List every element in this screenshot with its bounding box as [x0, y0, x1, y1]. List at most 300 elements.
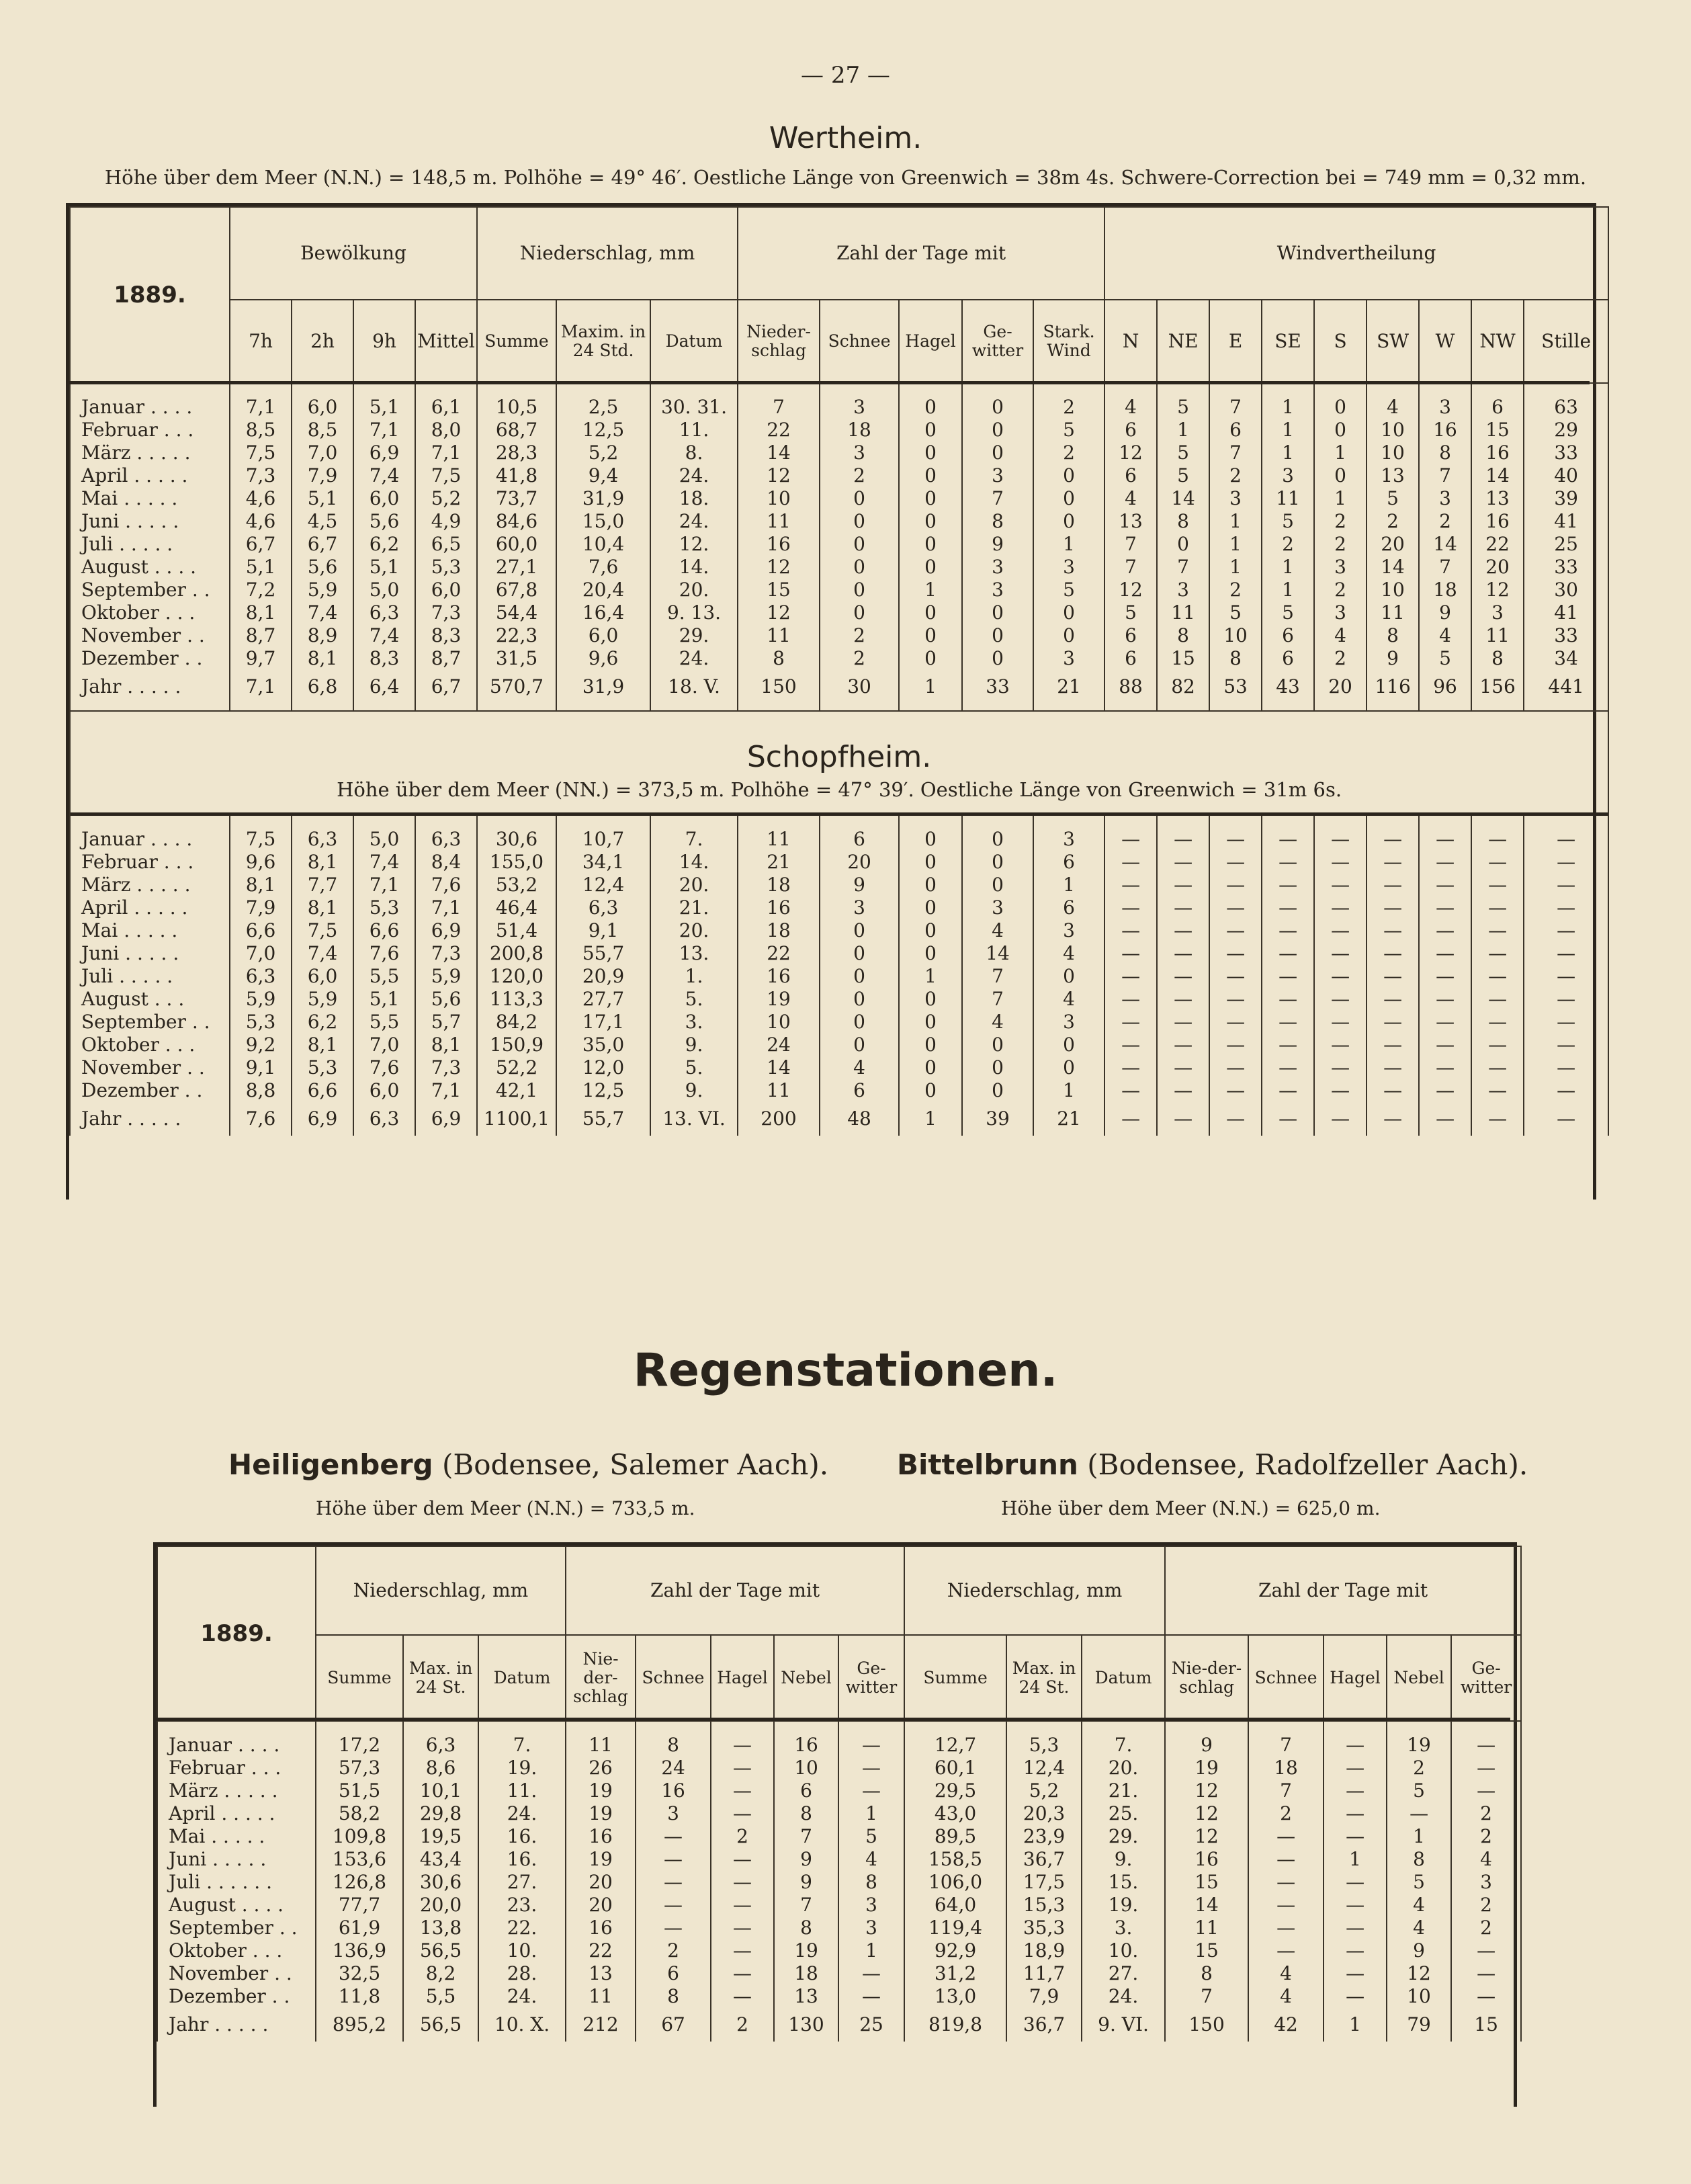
data-cell: — — [1104, 942, 1157, 965]
wertheim-row — [70, 487, 1608, 510]
data-cell: 6,5 — [415, 533, 477, 556]
data-cell: 2 — [1262, 533, 1314, 556]
data-cell: 7 — [1209, 442, 1262, 464]
data-cell: 2 — [1209, 464, 1262, 487]
spacer-cell — [157, 1721, 316, 1734]
data-cell: — — [1157, 851, 1209, 874]
data-cell: 9. VI. — [1082, 2008, 1165, 2042]
data-cell: — — [1419, 1056, 1471, 1079]
data-cell: — — [636, 1825, 711, 1848]
data-cell: 7,0 — [292, 442, 353, 464]
spacer-cell — [774, 1721, 838, 1734]
wertheim-year: 1889. — [70, 207, 230, 383]
data-cell: 13. — [650, 942, 738, 965]
data-cell: 0 — [899, 942, 962, 965]
data-cell: 0 — [899, 419, 962, 442]
data-cell: 60,1 — [904, 1757, 1006, 1779]
data-cell: 200 — [738, 1102, 820, 1136]
wertheim-title: Wertheim. — [769, 121, 922, 155]
data-cell: 19 — [1387, 1734, 1451, 1757]
data-cell: 13 — [774, 1985, 838, 2008]
data-cell: 10,5 — [477, 396, 556, 419]
data-cell: 10 — [738, 487, 820, 510]
wertheim-col-header: 9h — [353, 300, 415, 383]
regen-row — [157, 1894, 1521, 1917]
data-cell: — — [1367, 1102, 1419, 1136]
data-cell: 15 — [1165, 1939, 1248, 1962]
data-cell: 0 — [1033, 487, 1104, 510]
data-cell: — — [1524, 828, 1608, 851]
data-cell: — — [1209, 851, 1262, 874]
wertheim-col-header: Mittel — [415, 300, 477, 383]
data-cell: 7,1 — [415, 1079, 477, 1102]
data-cell: 43 — [1262, 670, 1314, 704]
data-cell: — — [1419, 1011, 1471, 1034]
data-cell: 0 — [820, 510, 899, 533]
data-cell: 9,6 — [230, 851, 292, 874]
wertheim-row — [70, 647, 1608, 670]
wertheim-col-header: Ge-witter — [962, 300, 1033, 383]
data-cell: 0 — [899, 647, 962, 670]
data-cell: 25 — [1524, 533, 1608, 556]
data-cell: 0 — [899, 510, 962, 533]
data-cell: 10 — [1387, 1985, 1451, 2008]
data-cell: 16. — [478, 1825, 566, 1848]
data-cell: 63 — [1524, 396, 1608, 419]
data-cell: 14 — [738, 1056, 820, 1079]
spacer-cell — [70, 816, 230, 828]
data-cell: — — [1157, 942, 1209, 965]
data-cell: 6,0 — [292, 396, 353, 419]
data-cell: 0 — [1314, 419, 1367, 442]
data-cell: 8,7 — [415, 647, 477, 670]
data-cell: — — [1324, 1962, 1387, 1985]
heiligenberg-heading — [228, 1448, 828, 1481]
data-cell: 12,4 — [556, 874, 650, 896]
spacer-cell — [1471, 816, 1524, 828]
data-cell: — — [1157, 874, 1209, 896]
data-cell: 0 — [899, 1056, 962, 1079]
data-cell: 3. — [650, 1011, 738, 1034]
data-cell: 25 — [838, 2008, 904, 2042]
data-cell: 5,3 — [353, 896, 415, 919]
data-cell: — — [711, 1848, 774, 1871]
data-cell: 1 — [899, 670, 962, 704]
data-cell: 1 — [1387, 1825, 1451, 1848]
month-label: September . . — [157, 1917, 316, 1939]
data-cell: 9,1 — [230, 1056, 292, 1079]
month-label: August . . . . — [157, 1894, 316, 1917]
data-cell: — — [1314, 828, 1367, 851]
data-cell: 6,8 — [292, 670, 353, 704]
data-cell: 7,9 — [1006, 1985, 1082, 2008]
data-cell: 1 — [1314, 487, 1367, 510]
data-cell: — — [636, 1848, 711, 1871]
data-cell: 14 — [1471, 464, 1524, 487]
data-cell: — — [1314, 874, 1367, 896]
data-cell: 12,4 — [1006, 1757, 1082, 1779]
data-cell: 24. — [650, 464, 738, 487]
data-cell: 6 — [820, 828, 899, 851]
data-cell: 7,0 — [230, 942, 292, 965]
data-cell: 0 — [1033, 1034, 1104, 1056]
data-cell: 158,5 — [904, 1848, 1006, 1871]
data-cell: 8 — [838, 1871, 904, 1894]
data-cell: — — [1157, 1056, 1209, 1079]
data-cell: 8 — [738, 647, 820, 670]
data-cell: 4,6 — [230, 510, 292, 533]
data-cell: 12 — [1165, 1802, 1248, 1825]
data-cell: 8,1 — [292, 647, 353, 670]
month-label: Juni . . . . . — [70, 510, 230, 533]
wertheim-col-header: Summe — [477, 300, 556, 383]
data-cell: — — [1367, 896, 1419, 919]
data-cell: 5,6 — [292, 556, 353, 579]
spacer-cell — [650, 704, 738, 711]
data-cell: 15,3 — [1006, 1894, 1082, 1917]
data-cell: 6 — [1104, 624, 1157, 647]
data-cell: — — [1209, 942, 1262, 965]
data-cell: — — [1419, 851, 1471, 874]
data-cell: 26 — [566, 1757, 636, 1779]
data-cell: 7 — [774, 1894, 838, 1917]
data-cell: 0 — [962, 1056, 1033, 1079]
regen-group-2: Niederschlag, mm — [904, 1546, 1165, 1635]
data-cell: 9,4 — [556, 464, 650, 487]
data-cell: 5,5 — [353, 1011, 415, 1034]
data-cell: — — [1104, 828, 1157, 851]
data-cell: 7,4 — [353, 851, 415, 874]
data-cell: 8 — [774, 1917, 838, 1939]
data-cell: 8,3 — [353, 647, 415, 670]
month-label: Juli . . . . . — [70, 965, 230, 988]
spacer-cell — [1006, 1721, 1082, 1734]
regen-table — [157, 1546, 1522, 2042]
data-cell: 200,8 — [477, 942, 556, 965]
wertheim-row — [70, 556, 1608, 579]
data-cell: 0 — [820, 601, 899, 624]
data-cell: 10 — [1367, 419, 1419, 442]
month-label: Januar . . . . — [70, 396, 230, 419]
schopfheim-row — [70, 1034, 1608, 1056]
data-cell: 5,9 — [292, 579, 353, 601]
data-cell: 9 — [820, 874, 899, 896]
data-cell: 3 — [1314, 556, 1367, 579]
data-cell: 40 — [1524, 464, 1608, 487]
spacer-cell — [838, 1721, 904, 1734]
data-cell: 39 — [962, 1102, 1033, 1136]
data-cell: 11 — [1367, 601, 1419, 624]
data-cell: 5 — [1157, 396, 1209, 419]
data-cell: 11 — [738, 510, 820, 533]
data-cell: 56,5 — [403, 1939, 478, 1962]
spacer-cell — [738, 816, 820, 828]
data-cell: 25. — [1082, 1802, 1165, 1825]
data-cell: 24. — [650, 510, 738, 533]
month-label: Jahr . . . . . — [70, 670, 230, 704]
data-cell: 3 — [1033, 647, 1104, 670]
data-cell: 0 — [962, 396, 1033, 419]
data-cell: 16 — [738, 965, 820, 988]
spacer-cell — [292, 383, 353, 396]
data-cell: 12 — [1104, 579, 1157, 601]
data-cell: 14. — [650, 556, 738, 579]
data-cell: 3 — [1419, 487, 1471, 510]
data-cell: 16 — [636, 1779, 711, 1802]
data-cell: 4 — [1033, 942, 1104, 965]
data-cell: 16 — [566, 1917, 636, 1939]
data-cell: — — [711, 1894, 774, 1917]
data-cell: 7 — [1248, 1779, 1324, 1802]
data-cell: 6,2 — [292, 1011, 353, 1034]
data-cell: 58,2 — [316, 1802, 403, 1825]
data-cell: — — [1262, 851, 1314, 874]
data-cell: 67,8 — [477, 579, 556, 601]
data-cell: 1 — [1262, 556, 1314, 579]
data-cell: 3. — [1082, 1917, 1165, 1939]
data-cell: 18,9 — [1006, 1939, 1082, 1962]
spacer-cell — [899, 383, 962, 396]
wertheim-col-header: Hagel — [899, 300, 962, 383]
data-cell: 5 — [1033, 579, 1104, 601]
schopfheim-row — [70, 965, 1608, 988]
data-cell: 73,7 — [477, 487, 556, 510]
data-cell: 42,1 — [477, 1079, 556, 1102]
data-cell: 16 — [738, 896, 820, 919]
data-cell: — — [1209, 1056, 1262, 1079]
data-cell: 13,8 — [403, 1917, 478, 1939]
data-cell: — — [1471, 828, 1524, 851]
data-cell: 3 — [1033, 828, 1104, 851]
month-label: August . . . — [70, 988, 230, 1011]
schopfheim-subtitle: Höhe über dem Meer (NN.) = 373,5 m. Polhöhe = 47° 39′. Oestliche Länge von Greenwich = 31m 6s. — [337, 778, 1342, 801]
data-cell: 11,7 — [1006, 1962, 1082, 1985]
spacer-cell — [230, 704, 292, 711]
spacer-cell — [1104, 383, 1157, 396]
data-cell: 10,7 — [556, 828, 650, 851]
data-cell: 5 — [1033, 419, 1104, 442]
data-cell: 0 — [962, 647, 1033, 670]
spacer-cell — [1262, 704, 1314, 711]
data-cell: 5,5 — [353, 965, 415, 988]
data-cell: 1 — [1033, 1079, 1104, 1102]
data-cell: 3 — [1033, 919, 1104, 942]
data-cell: 116 — [1367, 670, 1419, 704]
data-cell: — — [1367, 1056, 1419, 1079]
data-cell: — — [1248, 1825, 1324, 1848]
data-cell: 5,3 — [1006, 1734, 1082, 1757]
data-cell: 8,1 — [292, 851, 353, 874]
data-cell: — — [1157, 1102, 1209, 1136]
data-cell: 6,7 — [230, 533, 292, 556]
data-cell: 24 — [636, 1757, 711, 1779]
data-cell: 31,5 — [477, 647, 556, 670]
data-cell: — — [1524, 965, 1608, 988]
month-label: Juni . . . . . — [70, 942, 230, 965]
data-cell: 20. — [650, 919, 738, 942]
data-cell: 126,8 — [316, 1871, 403, 1894]
data-cell: 7 — [1157, 556, 1209, 579]
data-cell: 5 — [1209, 601, 1262, 624]
data-cell: 0 — [820, 965, 899, 988]
data-cell: 17,2 — [316, 1734, 403, 1757]
data-cell: 0 — [820, 942, 899, 965]
regen-group-0: Niederschlag, mm — [316, 1546, 566, 1635]
data-cell: 4 — [820, 1056, 899, 1079]
data-cell: 27. — [1082, 1962, 1165, 1985]
data-cell: — — [1157, 919, 1209, 942]
data-cell: 8,3 — [415, 624, 477, 647]
data-cell: 53,2 — [477, 874, 556, 896]
data-cell: 30 — [1524, 579, 1608, 601]
data-cell: 0 — [820, 1011, 899, 1034]
data-cell: 5,6 — [353, 510, 415, 533]
data-cell: 0 — [899, 828, 962, 851]
data-cell: — — [1104, 1011, 1157, 1034]
spacer-cell — [1033, 383, 1104, 396]
regen-col-header: Hagel — [1324, 1635, 1387, 1721]
regen-row — [157, 1917, 1521, 1939]
data-cell: 0 — [1033, 464, 1104, 487]
regen-col-header: Schnee — [636, 1635, 711, 1721]
spacer-cell — [415, 704, 477, 711]
wertheim-row — [70, 396, 1608, 419]
data-cell: 16 — [1471, 442, 1524, 464]
data-cell: — — [1471, 874, 1524, 896]
data-cell: 5,2 — [556, 442, 650, 464]
data-cell: — — [1209, 1034, 1262, 1056]
schopfheim-row — [70, 851, 1608, 874]
data-cell: 2 — [1248, 1802, 1324, 1825]
data-cell: 570,7 — [477, 670, 556, 704]
data-cell: 96 — [1419, 670, 1471, 704]
data-cell: 8,1 — [230, 601, 292, 624]
data-cell: 19 — [1165, 1757, 1248, 1779]
data-cell: — — [1262, 828, 1314, 851]
data-cell: 7 — [1419, 464, 1471, 487]
regen-col-header: Max. in 24 St. — [1006, 1635, 1082, 1721]
data-cell: — — [1157, 828, 1209, 851]
regen-header-rule — [157, 1718, 1510, 1721]
regen-col-header: Summe — [904, 1635, 1006, 1721]
data-cell: 6,3 — [556, 896, 650, 919]
data-cell: 0 — [899, 601, 962, 624]
data-cell: — — [1262, 919, 1314, 942]
data-cell: — — [1419, 988, 1471, 1011]
month-label: Mai . . . . . — [157, 1825, 316, 1848]
data-cell: 3 — [1033, 1011, 1104, 1034]
heiligenberg-region: (Bodensee, Salemer Aach). — [441, 1448, 829, 1481]
data-cell: 5,3 — [415, 556, 477, 579]
data-cell: 29 — [1524, 419, 1608, 442]
spacer-cell — [962, 383, 1033, 396]
spacer-cell — [477, 816, 556, 828]
data-cell: 2 — [820, 464, 899, 487]
data-cell: 15 — [1165, 1871, 1248, 1894]
data-cell: — — [1367, 851, 1419, 874]
data-cell: 4 — [962, 919, 1033, 942]
data-cell: 55,7 — [556, 942, 650, 965]
bittelbrunn-heading — [897, 1448, 1528, 1481]
data-cell: — — [838, 1757, 904, 1779]
data-cell: — — [711, 1802, 774, 1825]
wertheim-row — [70, 533, 1608, 556]
data-cell: 2 — [1033, 396, 1104, 419]
data-cell: — — [1367, 1011, 1419, 1034]
data-cell: 2 — [636, 1939, 711, 1962]
data-cell: 8,8 — [230, 1079, 292, 1102]
data-cell: 6,3 — [292, 828, 353, 851]
data-cell: — — [1324, 1802, 1387, 1825]
data-cell: 61,9 — [316, 1917, 403, 1939]
data-cell: 11 — [566, 1734, 636, 1757]
data-cell: 20,4 — [556, 579, 650, 601]
data-cell: 6,2 — [353, 533, 415, 556]
data-cell: 895,2 — [316, 2008, 403, 2042]
data-cell: 12 — [738, 556, 820, 579]
spacer-cell — [477, 383, 556, 396]
data-cell: 3 — [1033, 556, 1104, 579]
data-cell: 16. — [478, 1848, 566, 1871]
data-cell: — — [1451, 1734, 1521, 1757]
data-cell: — — [1471, 896, 1524, 919]
month-label: Oktober . . . — [70, 1034, 230, 1056]
spacer-cell — [1209, 383, 1262, 396]
data-cell: 7,3 — [415, 942, 477, 965]
wertheim-col-header: E — [1209, 300, 1262, 383]
regen-row — [157, 1825, 1521, 1848]
data-cell: — — [1209, 1102, 1262, 1136]
data-cell: 12. — [650, 533, 738, 556]
data-cell: 0 — [1033, 510, 1104, 533]
data-cell: — — [1419, 1079, 1471, 1102]
data-cell: 5,9 — [415, 965, 477, 988]
data-cell: 6,6 — [292, 1079, 353, 1102]
data-cell: 15,0 — [556, 510, 650, 533]
data-cell: 23. — [478, 1894, 566, 1917]
data-cell: 0 — [820, 919, 899, 942]
data-cell: 43,4 — [403, 1848, 478, 1871]
data-cell: 2,5 — [556, 396, 650, 419]
data-cell: — — [1262, 965, 1314, 988]
spacer-cell — [650, 383, 738, 396]
data-cell: 18. V. — [650, 670, 738, 704]
data-cell: 11 — [738, 1079, 820, 1102]
data-cell: 20,3 — [1006, 1802, 1082, 1825]
regen-col-header: Summe — [316, 1635, 403, 1721]
data-cell: 8 — [1387, 1848, 1451, 1871]
data-cell: 0 — [899, 487, 962, 510]
data-cell: 23,9 — [1006, 1825, 1082, 1848]
bittelbrunn-hoehe: Höhe über dem Meer (N.N.) = 625,0 m. — [1001, 1497, 1381, 1519]
data-cell: 6 — [774, 1779, 838, 1802]
data-cell: 1 — [1262, 419, 1314, 442]
data-cell: 0 — [899, 464, 962, 487]
data-cell: 30,6 — [403, 1871, 478, 1894]
data-cell: 7,1 — [230, 670, 292, 704]
data-cell: — — [1419, 1034, 1471, 1056]
wertheim-row — [70, 601, 1608, 624]
data-cell: 7. — [1082, 1734, 1165, 1757]
month-label: September . . — [70, 1011, 230, 1034]
data-cell: — — [1524, 988, 1608, 1011]
data-cell: 7,3 — [415, 1056, 477, 1079]
data-cell: 18 — [738, 874, 820, 896]
data-cell: — — [1314, 1056, 1367, 1079]
data-cell: 1 — [1262, 396, 1314, 419]
data-cell: 14 — [1157, 487, 1209, 510]
data-cell: 32,5 — [316, 1962, 403, 1985]
